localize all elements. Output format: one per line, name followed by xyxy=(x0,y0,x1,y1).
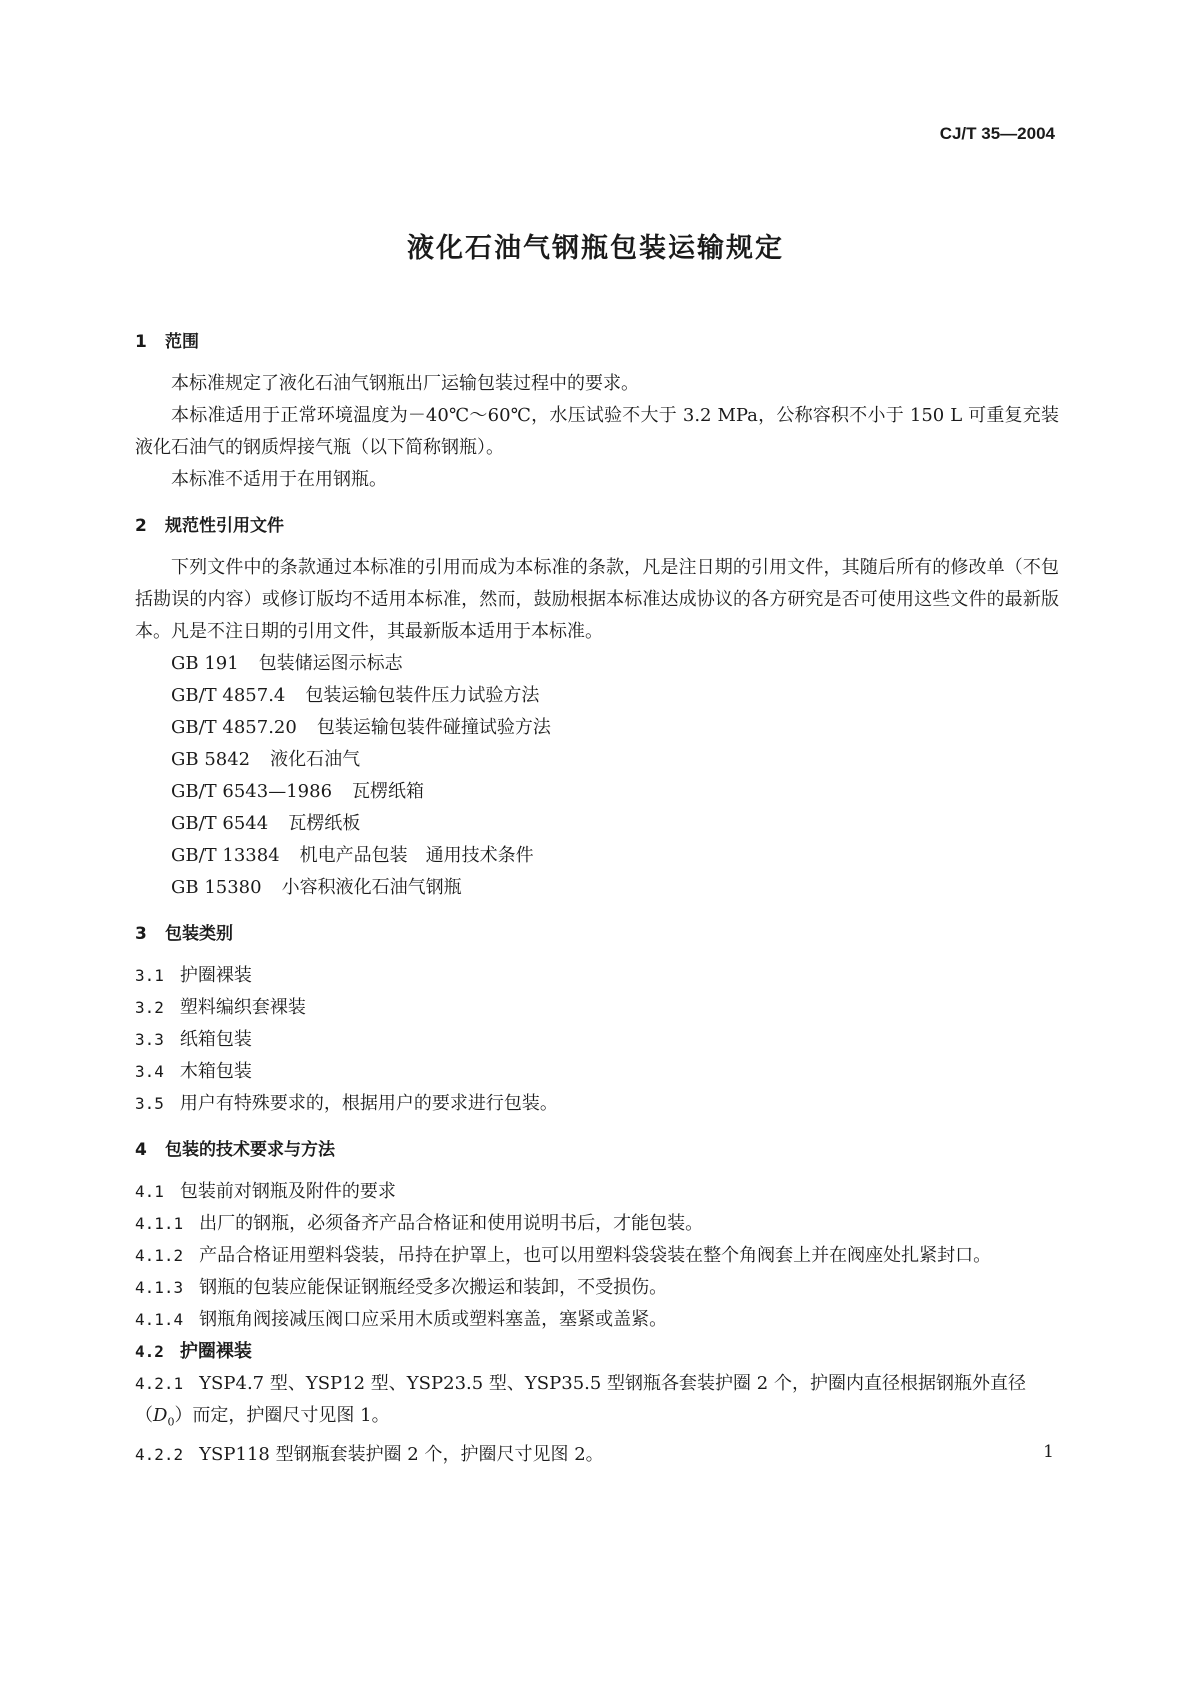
reference-code: GB/T 6544 xyxy=(171,813,269,834)
clause-number: 3.5 xyxy=(135,1094,164,1113)
reference-title: 包装运输包装件碰撞试验方法 xyxy=(316,717,551,738)
section-title: 包装类别 xyxy=(165,924,233,944)
reference-item xyxy=(135,680,1059,712)
reference-code: GB/T 4857.20 xyxy=(171,717,297,738)
reference-code: GB/T 6543—1986 xyxy=(171,781,333,802)
clause-text: 包装前对钢瓶及附件的要求 xyxy=(179,1181,396,1202)
clause-item xyxy=(135,1176,1059,1208)
section-number: 4 xyxy=(135,1140,147,1160)
paragraph: 本标准适用于正常环境温度为－40℃～60℃，水压试验不大于 3.2 MPa，公称容积不小于 150 L 可重复充装液化石油气的钢质焊接气瓶（以下简称钢瓶）。 xyxy=(135,405,1059,458)
reference-title: 机电产品包装 通用技术条件 xyxy=(299,845,534,866)
section-number: 3 xyxy=(135,924,147,944)
document-body xyxy=(135,326,1059,1471)
clause-item xyxy=(135,1024,1059,1056)
reference-item xyxy=(135,840,1059,872)
clause-item xyxy=(135,960,1059,992)
clause-text: 护圈裸装 xyxy=(179,1341,252,1362)
clause-text: 用户有特殊要求的，根据用户的要求进行包装。 xyxy=(179,1093,558,1114)
reference-code: GB 5842 xyxy=(171,749,251,770)
clause-number: 3.2 xyxy=(135,998,164,1017)
reference-item xyxy=(135,808,1059,840)
reference-title: 包装储运图示标志 xyxy=(258,653,403,674)
reference-item xyxy=(135,776,1059,808)
clause-number: 3.4 xyxy=(135,1062,164,1081)
clause-text-b: ）而定，护圈尺寸见图 1。 xyxy=(174,1405,390,1426)
clause-number: 3.1 xyxy=(135,966,164,985)
reference-item xyxy=(135,712,1059,744)
clause-text: 木箱包装 xyxy=(179,1061,252,1082)
section-title: 规范性引用文件 xyxy=(165,516,284,536)
reference-item xyxy=(135,872,1059,904)
clause-number: 4.2.1 xyxy=(135,1374,184,1393)
reference-title: 瓦楞纸板 xyxy=(288,813,361,834)
paragraph: 本标准规定了液化石油气钢瓶出厂运输包装过程中的要求。 xyxy=(171,373,639,394)
section-1-body xyxy=(135,368,1059,496)
clause-text: 出厂的钢瓶，必须备齐产品合格证和使用说明书后，才能包装。 xyxy=(199,1213,704,1234)
reference-item xyxy=(135,744,1059,776)
clause-text-a: YSP4.7 型、YSP12 型、YSP23.5 型、YSP35.5 型钢瓶各套装护圈 2 个，护圈内直径根据钢瓶外直径（ xyxy=(135,1373,1026,1426)
clause-number: 4.1 xyxy=(135,1182,164,1201)
clause-item xyxy=(135,1439,1059,1471)
section-number: 1 xyxy=(135,332,147,352)
section-4-body xyxy=(135,1176,1059,1471)
reference-code: GB/T 4857.4 xyxy=(171,685,286,706)
clause-item xyxy=(135,1088,1059,1120)
clause-text: 纸箱包装 xyxy=(179,1029,252,1050)
clause-item xyxy=(135,1336,1059,1368)
section-number: 2 xyxy=(135,516,147,536)
section-3-heading xyxy=(135,918,1059,950)
clause-text: YSP118 型钢瓶套装护圈 2 个，护圈尺寸见图 2。 xyxy=(199,1443,604,1465)
variable-subscript: 0 xyxy=(167,1415,175,1429)
clause-item xyxy=(135,1208,1059,1240)
clause-item xyxy=(135,1056,1059,1088)
clause-item xyxy=(135,1368,1059,1439)
reference-item xyxy=(135,648,1059,680)
clause-text: 塑料编织套裸装 xyxy=(179,997,306,1018)
document-title: 液化石油气钢瓶包装运输规定 xyxy=(407,233,784,264)
page-number: 1 xyxy=(1043,1442,1054,1462)
reference-title: 小容积液化石油气钢瓶 xyxy=(281,877,462,898)
clause-item xyxy=(135,1304,1059,1336)
section-2-body xyxy=(135,552,1059,904)
section-title: 范围 xyxy=(165,332,199,352)
clause-text: 护圈裸装 xyxy=(179,965,252,986)
clause-number: 4.1.2 xyxy=(135,1246,184,1265)
reference-code: GB 15380 xyxy=(171,877,262,898)
clause-number: 3.3 xyxy=(135,1030,164,1049)
clause-text: 产品合格证用塑料袋装，吊持在护罩上，也可以用塑料袋袋装在整个角阀套上并在阀座处扎紧封口。 xyxy=(199,1245,992,1266)
paragraph: 下列文件中的条款通过本标准的引用而成为本标准的条款，凡是注日期的引用文件，其随后所有的修改单（不包括勘误的内容）或修订版均不适用本标准，然而，鼓励根据本标准达成协议的各方研究是否可使用这些文件的最新版本。凡是不注日期的引用文件，其最新版本适用于本标准。 xyxy=(135,557,1059,642)
clause-text: 钢瓶角阀接减压阀口应采用木质或塑料塞盖，塞紧或盖紧。 xyxy=(199,1309,668,1330)
clause-item xyxy=(135,1240,1059,1272)
reference-title: 液化石油气 xyxy=(270,749,361,770)
clause-item xyxy=(135,992,1059,1024)
variable-d: D xyxy=(153,1405,168,1426)
clause-number: 4.2 xyxy=(135,1342,164,1361)
reference-code: GB 191 xyxy=(171,653,239,674)
section-4-heading xyxy=(135,1134,1059,1166)
section-2-heading xyxy=(135,510,1059,542)
section-3-body xyxy=(135,960,1059,1120)
clause-item xyxy=(135,1272,1059,1304)
clause-number: 4.1.3 xyxy=(135,1278,184,1297)
reference-title: 包装运输包装件压力试验方法 xyxy=(305,685,540,706)
standard-code: CJ/T 35—2004 xyxy=(939,124,1055,143)
paragraph: 本标准不适用于在用钢瓶。 xyxy=(171,469,387,490)
section-title: 包装的技术要求与方法 xyxy=(165,1140,335,1160)
clause-number: 4.2.2 xyxy=(135,1444,184,1464)
clause-number: 4.1.1 xyxy=(135,1214,184,1233)
clause-text: 钢瓶的包装应能保证钢瓶经受多次搬运和装卸，不受损伤。 xyxy=(199,1277,668,1298)
clause-number: 4.1.4 xyxy=(135,1310,184,1329)
reference-code: GB/T 13384 xyxy=(171,845,280,866)
section-1-heading xyxy=(135,326,1059,358)
reference-title: 瓦楞纸箱 xyxy=(352,781,425,802)
